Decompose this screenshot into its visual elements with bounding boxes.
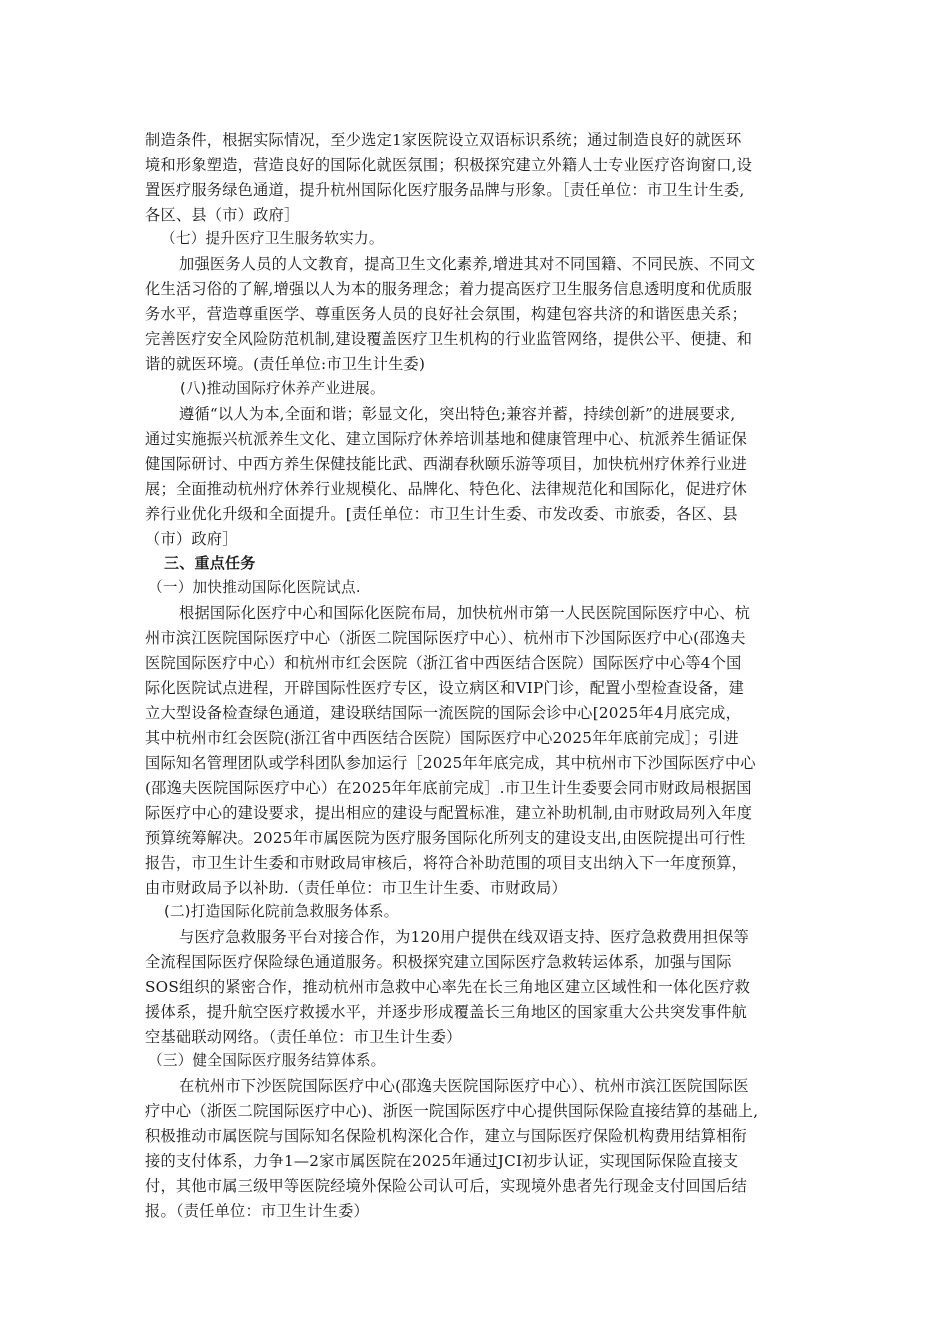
paragraph-line: 付，其他市属三级甲等医院经境外保险公司认可后，实现境外患者先行现金支付回国后结 bbox=[145, 1177, 748, 1195]
paragraph-line: 置医疗服务绿色通道，提升杭州国际化医疗服务品牌与形象。［责任单位：市卫生计生委, bbox=[145, 181, 745, 199]
paragraph-line: 各区、县（市）政府］ bbox=[145, 206, 300, 224]
paragraph-line: 际医疗中心的建设要求，提出相应的建设与配置标准，建立补助机制,由市财政局列入年度 bbox=[145, 804, 753, 822]
paragraph-line: 化生活习俗的了解,增强以人为本的服务理念；着力提高医疗卫生服务信息透明度和优质服 bbox=[145, 280, 753, 298]
paragraph-line: 援体系，提升航空医疗救援水平，并逐步形成覆盖长三角地区的国家重大公共突发事件航 bbox=[145, 1003, 748, 1021]
paragraph-line: 加强医务人员的人文教育，提高卫生文化素养,增进其对不同国籍、不同民族、不同文 bbox=[179, 255, 756, 273]
paragraph-line: 健国际研讨、中西方养生保健技能比武、西湖春秋颐乐游等项目，加快杭州疗休养行业进 bbox=[145, 455, 748, 473]
paragraph-line: 预算统筹解决。2025年市属医院为医疗服务国际化所列支的建设支出,由医院提出可行性 bbox=[145, 829, 746, 847]
paragraph-line: 际化医院试点进程，开辟国际性医疗专区，设立病区和VIP门诊，配置小型检查设备，建 bbox=[145, 679, 745, 697]
paragraph-line: 完善医疗安全风险防范机制,建设覆盖医疗卫生机构的行业监管网络，提供公平、便捷、和 bbox=[145, 330, 753, 348]
paragraph-line: 积极推动市属医院与国际知名保险机构深化合作，建立与国际医疗保险机构费用结算相衔 bbox=[145, 1127, 748, 1145]
paragraph-line: 境和形象塑造，营造良好的国际化就医氛围；积极探究建立外籍人士专业医疗咨询窗口,设 bbox=[145, 156, 753, 174]
paragraph-line: 州市滨江医院国际医疗中心（浙医二院国际医疗中心）、杭州市下沙国际医疗中心(邵逸夫 bbox=[145, 629, 746, 647]
paragraph-line: 接的支付体系，力争1—2家市属医院在2025年通过JCI初步认证，实现国际保险直接支 bbox=[145, 1152, 739, 1170]
subsection-heading: （三）健全国际医疗服务结算体系。 bbox=[148, 1052, 386, 1069]
paragraph-line: 疗中心（浙医二院国际医疗中心)、浙医一院国际医疗中心提供国际保险直接结算的基础上, bbox=[145, 1102, 759, 1120]
paragraph-line: 立大型设备检查绿色通道，建设联结国际一流医院的国际会诊中心[2025年4月底完成， bbox=[145, 704, 742, 722]
paragraph-line: 报。（责任单位：市卫生计生委） bbox=[145, 1202, 369, 1220]
paragraph-line: 由市财政局予以补助.（责任单位：市卫生计生委、市财政局） bbox=[145, 879, 567, 897]
paragraph-line: 遵循“以人为本,全面和谐；彰显文化，突出特色;兼容并蓄，持续创新”的进展要求, bbox=[179, 405, 736, 423]
paragraph-line: 展；全面推动杭州疗休养行业规模化、品牌化、特色化、法律规范化和国际化，促进疗休 bbox=[145, 480, 748, 498]
paragraph-line: 务水平，营造尊重医学、尊重医务人员的良好社会氛围，构建包容共济的和谐医患关系； bbox=[145, 305, 748, 323]
paragraph-line: 医院国际医疗中心）和杭州市红会医院（浙江省中西医结合医院）国际医疗中心等4个国 bbox=[145, 654, 742, 672]
paragraph-line: 空基础联动网络。（责任单位：市卫生计生委） bbox=[145, 1028, 462, 1046]
paragraph-line: （市）政府］ bbox=[145, 530, 238, 548]
paragraph-line: 通过实施振兴杭派养生文化、建立国际疗休养培训基地和健康管理中心、杭派养生循证保 bbox=[145, 430, 748, 448]
paragraph-line: 在杭州市下沙医院国际医疗中心(邵逸夫医院国际医疗中心）、杭州市滨江医院国际医 bbox=[179, 1077, 749, 1095]
subsection-heading: (二)打造国际化院前急救服务体系。 bbox=[164, 903, 399, 920]
paragraph-line: 养行业优化升级和全面提升。[责任单位：市卫生计生委、市发改委、市旅委，各区、县 bbox=[145, 505, 738, 523]
paragraph-line: 谐的就医环境。(责任单位:市卫生计生委) bbox=[145, 355, 426, 373]
paragraph-line: SOS组织的紧密合作，推动杭州市急救中心率先在长三角地区建立区域性和一体化医疗救 bbox=[145, 978, 751, 996]
section-heading: 三、重点任务 bbox=[164, 554, 256, 572]
subsection-heading: （七）提升医疗卫生服务软实力。 bbox=[161, 230, 384, 247]
subsection-heading: (八)推动国际疗休养产业进展。 bbox=[180, 380, 385, 397]
paragraph-line: 根据国际化医疗中心和国际化医院布局，加快杭州市第一人民医院国际医疗中心、杭 bbox=[179, 604, 751, 622]
subsection-heading: （一）加快推动国际化医院试点. bbox=[148, 579, 361, 596]
paragraph-line: 与医疗急救服务平台对接合作，为120用户提供在线双语支持、医疗急救费用担保等 bbox=[179, 928, 750, 946]
paragraph-line: 全流程国际医疗保险绿色通道服务。积极探究建立国际医疗急救转运体系，加强与国际 bbox=[145, 953, 732, 971]
paragraph-line: (邵逸夫医院国际医疗中心）在2025年年底前完成］.市卫生计生委要会同市财政局根据国 bbox=[145, 779, 752, 797]
paragraph-line: 国际知名管理团队或学科团队参加运行［2025年年底完成，其中杭州市下沙国际医疗中心 bbox=[145, 754, 756, 772]
paragraph-line: 制造条件，根据实际情况，至少选定1家医院设立双语标识系统；通过制造良好的就医环 bbox=[145, 131, 742, 149]
paragraph-line: 报告，市卫生计生委和市财政局审核后，将符合补助范围的项目支出纳入下一年度预算， bbox=[145, 854, 748, 872]
paragraph-line: 其中杭州市红会医院(浙江省中西医结合医院）国际医疗中心2025年年底前完成］；引进 bbox=[145, 729, 739, 747]
